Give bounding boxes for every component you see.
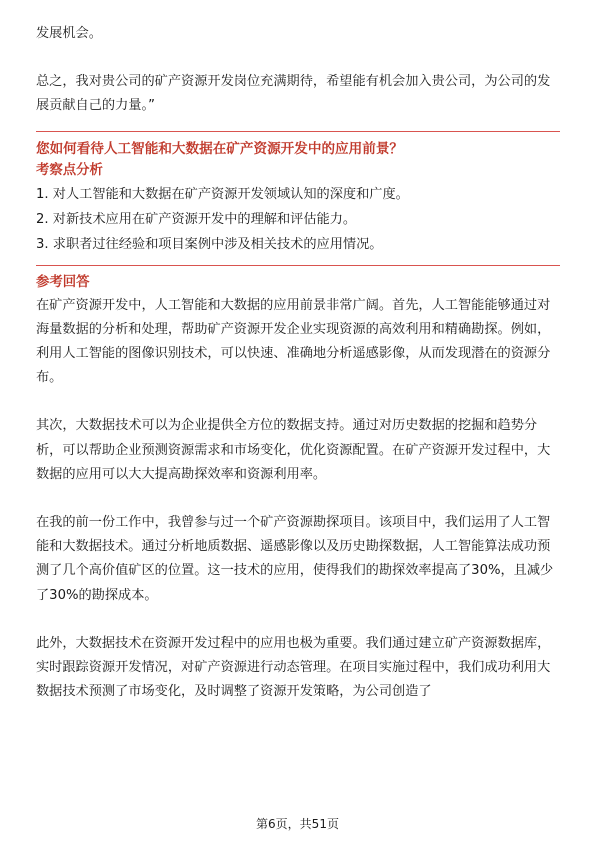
paragraph-gap bbox=[36, 608, 560, 632]
answer-paragraph: 在矿产资源开发中，人工智能和大数据的应用前景非常广阔。首先，人工智能能够通过对海量数据的分析和处理，帮助矿产资源开发企业实现资源的高效利用和精确勘探。例如，利用人工智能的图像识别技术，可以快速、准确地分析遥感影像，从而发现潜在的资源分布。 bbox=[36, 297, 551, 386]
question-heading: 您如何看待人工智能和大数据在矿产资源开发中的应用前景？ bbox=[36, 140, 404, 157]
section-divider bbox=[36, 131, 560, 132]
intro-continuation: 发展机会。 bbox=[36, 26, 102, 41]
answer-paragraph: 在我的前一份工作中，我曾参与过一个矿产资源勘探项目。该项目中，我们运用了人工智能和大数据技术。通过分析地质数据、遥感影像以及历史勘探数据，人工智能算法成功预测了几个高价值矿区的位置。这一技术的应用，使得我们的勘探效率提高了30%，且减少了30%的勘探成本。 bbox=[36, 515, 554, 603]
paragraph-gap bbox=[36, 487, 560, 511]
intro-closing: 总之，我对贵公司的矿产资源开发岗位充满期待，希望能有机会加入贵公司，为公司的发展贡献自己的力量。” bbox=[36, 74, 551, 114]
answer-paragraph: 其次，大数据技术可以为企业提供全方位的数据支持。通过对历史数据的挖掘和趋势分析，可以帮助企业预测资源需求和市场变化，优化资源配置。在矿产资源开发过程中，大数据的应用可以大大提高勘探效率和资源利用率。 bbox=[36, 418, 551, 482]
analysis-item: 3. 求职者过往经验和项目案例中涉及相关技术的应用情况。 bbox=[36, 236, 383, 252]
analysis-item: 2. 对新技术应用在矿产资源开发中的理解和评估能力。 bbox=[36, 211, 357, 227]
answer-paragraph: 此外，大数据技术在资源开发过程中的应用也极为重要。我们通过建立矿产资源数据库，实时跟踪资源开发情况，对矿产资源进行动态管理。在项目实施过程中，我们成功利用大数据技术预测了市场变化，及时调整了资源开发策略，为公司创造了 bbox=[36, 635, 551, 700]
page-content bbox=[36, 22, 560, 704]
answer-heading: 参考回答 bbox=[36, 274, 90, 290]
section-divider bbox=[36, 265, 560, 266]
page-number: 第6页，共51页 bbox=[256, 817, 339, 831]
paragraph-gap bbox=[36, 46, 560, 70]
analysis-item: 1. 对人工智能和大数据在矿产资源开发领域认知的深度和广度。 bbox=[36, 186, 409, 202]
analysis-heading: 考察点分析 bbox=[36, 162, 103, 178]
paragraph-gap bbox=[36, 390, 560, 414]
